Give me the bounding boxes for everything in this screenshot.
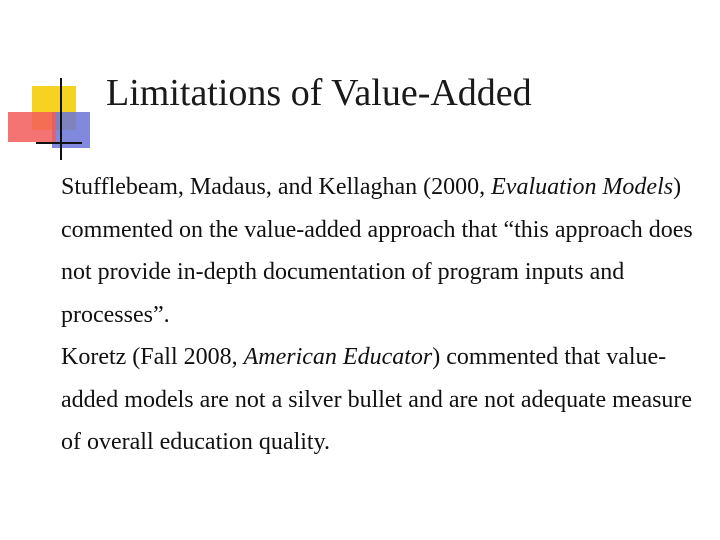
- slide-body: [61, 166, 701, 464]
- decorative-squares-logo: [0, 0, 110, 170]
- paragraph-text: ) commented on the value-added approach that “this approach does not provide in-depth documentation of program inputs and processes”.: [61, 174, 693, 328]
- paragraph-koretz: [61, 336, 701, 464]
- slide-title: Limitations of Value-Added: [106, 72, 532, 114]
- paragraph-text: ) commented that value-added models are not a silver bullet and are not adequate measure of overall education quality.: [61, 344, 693, 455]
- paragraph-stufflebeam: [61, 166, 701, 336]
- paragraph-text: Stufflebeam, Madaus, and Kellaghan (2000,: [61, 174, 492, 200]
- citation-title: American Educator: [243, 344, 433, 370]
- paragraph-text: Koretz (Fall 2008,: [61, 344, 244, 370]
- citation-title: Evaluation Models: [491, 174, 674, 200]
- red-square: [8, 112, 56, 142]
